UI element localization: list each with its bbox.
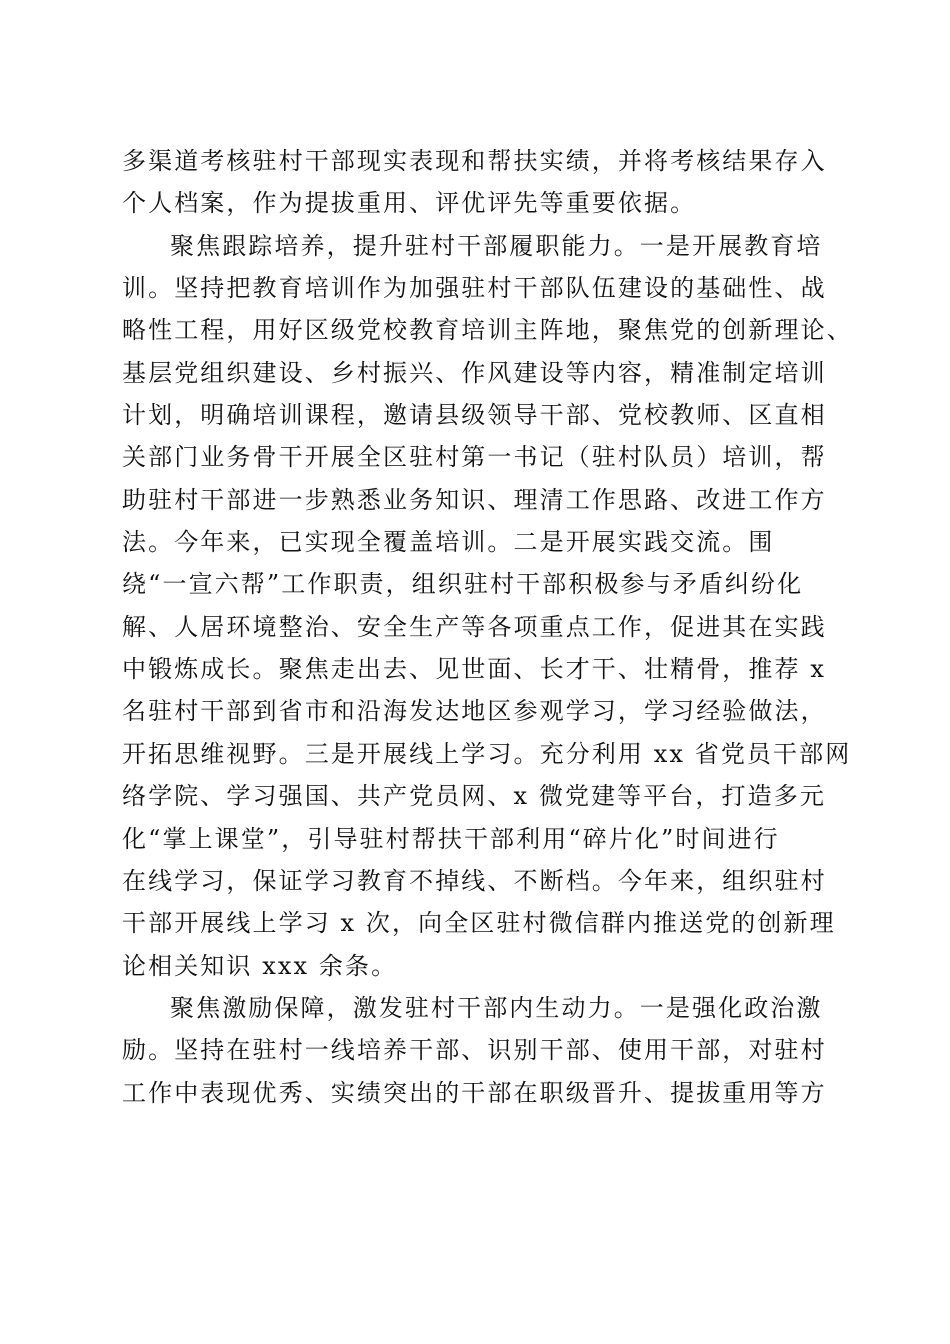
text-line: 在线学习，保证学习教育不掉线、不断档。今年来，组织驻村 — [122, 866, 827, 895]
text-line: 中锻炼成长。聚焦走出去、见世面、长才干、壮精骨，推荐 x — [122, 655, 826, 684]
text-line: 励。坚持在驻村一线培养干部、识别干部、使用干部，对驻村 — [122, 1036, 827, 1065]
text-line: 工作中表现优秀、实绩突出的干部在职级晋升、提拔重用等方 — [122, 1078, 827, 1107]
text-line: 训。坚持把教育培训作为加强驻村干部队伍建设的基础性、战 — [122, 274, 827, 303]
text-line: 基层党组织建设、乡村振兴、作风建设等内容，精准制定培训 — [122, 358, 827, 387]
text-line: 绕“一宣六帮”工作职责，组织驻村干部积极参与矛盾纠纷化 — [122, 570, 804, 599]
text-line: 略性工程，用好区级党校教育培训主阵地，聚焦党的创新理论、 — [122, 316, 853, 345]
paragraph-first-line: 聚焦激励保障，激发驻村干部内生动力。一是强化政治激 — [170, 993, 823, 1022]
text-line: 个人档案，作为提拔重用、评优评先等重要依据。 — [122, 189, 697, 218]
document-body — [122, 140, 853, 1114]
text-line: 名驻村干部到省市和沿海发达地区参观学习，学习经验做法， — [122, 697, 827, 726]
text-line: 多渠道考核驻村干部现实表现和帮扶实绩，并将考核结果存入 — [122, 147, 827, 175]
text-line: 论相关知识 xxx 余条。 — [122, 951, 398, 980]
text-line: 计划，明确培训课程，邀请县级领导干部、党校教师、区直相 — [122, 401, 827, 430]
text-line: 开拓思维视野。三是开展线上学习。充分利用 xx 省党员干部网 — [122, 739, 852, 768]
paragraph-first-line: 聚焦跟踪培养，提升驻村干部履职能力。一是开展教育培 — [170, 231, 823, 260]
text-line: 化“掌上课堂”，引导驻村帮扶干部利用“碎片化”时间进行 — [122, 824, 780, 853]
text-line: 络学院、学习强国、共产党员网、x 微党建等平台，打造多元 — [122, 782, 826, 811]
text-line: 法。今年来，已实现全覆盖培训。二是开展实践交流。围 — [122, 528, 775, 557]
text-line: 关部门业务骨干开展全区驻村第一书记（驻村队员）培训，帮 — [122, 443, 827, 472]
text-line: 干部开展线上学习 x 次，向全区驻村微信群内推送党的创新理 — [122, 909, 836, 938]
text-line: 助驻村干部进一步熟悉业务知识、理清工作思路、改进工作方 — [122, 485, 827, 514]
text-line: 解、人居环境整治、安全生产等各项重点工作，促进其在实践 — [122, 612, 827, 641]
